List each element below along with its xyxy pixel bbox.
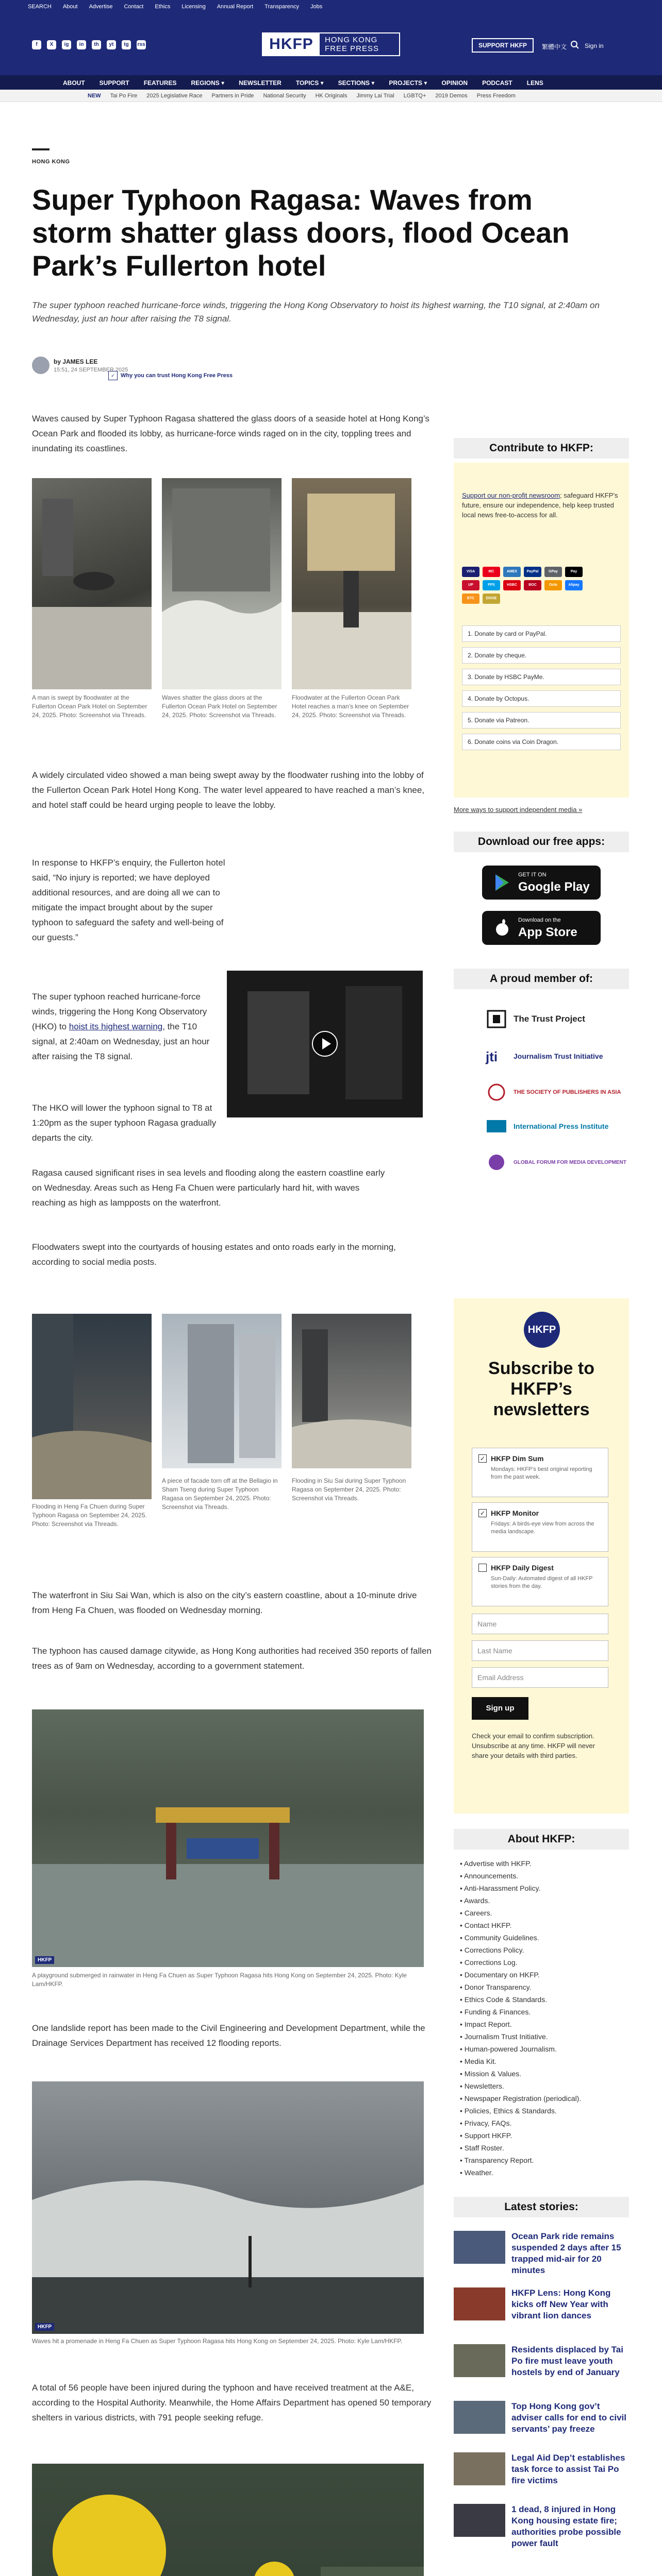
about-link[interactable]: • Staff Roster. xyxy=(460,2142,581,2154)
story-thumbnail xyxy=(454,2231,505,2264)
first-name-field[interactable]: Name xyxy=(472,1614,608,1634)
badge-small-text: GET IT ON xyxy=(518,872,547,878)
badge-big-text: App Store xyxy=(518,925,577,939)
sign-in-link[interactable]: Sign in xyxy=(585,42,604,49)
jti-icon xyxy=(485,1046,508,1066)
util-link-contact[interactable]: Contact xyxy=(124,4,144,10)
trust-note[interactable] xyxy=(108,371,233,380)
paragraph-text: The super typhoon reached hurricane-force winds, triggering the Hong Kong Observatory (HKO) to xyxy=(32,992,207,1031)
telegram-icon[interactable]: tg xyxy=(122,40,131,49)
apps-heading: Download our free apps: xyxy=(454,832,629,852)
fps-icon: FPS xyxy=(483,580,500,590)
trending-link[interactable]: 2019 Demos xyxy=(435,93,468,99)
newsletter-title: Subscribe to HKFP’s newsletters xyxy=(488,1359,594,1419)
member-name: GLOBAL FORUM FOR MEDIA DEVELOPMENT xyxy=(514,1159,626,1165)
nav-topics[interactable]: TOPICS ▾ xyxy=(295,79,324,87)
about-link[interactable]: • Careers. xyxy=(460,1907,581,1919)
about-link[interactable]: • Anti-Harassment Policy. xyxy=(460,1882,581,1894)
paypal-icon: PayPal xyxy=(524,567,541,577)
kicker-rule xyxy=(32,148,49,150)
member-logo[interactable] xyxy=(485,1009,585,1029)
article-paragraph xyxy=(32,989,218,1064)
about-link[interactable]: • Impact Report. xyxy=(460,2018,581,2030)
about-link[interactable]: • Mission & Values. xyxy=(460,2067,581,2080)
about-link[interactable]: • Weather. xyxy=(460,2166,581,2179)
author-avatar xyxy=(32,357,49,374)
member-logo[interactable] xyxy=(485,1116,608,1137)
article-paragraph: Ragasa caused significant rises in sea levels and flooding along the eastern coastline early on Wednesday. Areas such as Heng Fa Chuen were particularly hard hit, with waves reaching as high as lampposts on the waterfront. xyxy=(32,1168,385,1208)
dogecoin-icon: DOGE xyxy=(483,594,500,604)
site-header xyxy=(0,13,662,75)
video-embed[interactable] xyxy=(227,971,423,1117)
photo-watermark: HKFP xyxy=(35,1956,54,1964)
main-nav xyxy=(0,75,662,90)
about-link[interactable]: • Ethics Code & Standards. xyxy=(460,1993,581,2006)
logo-line1: HONG KONG xyxy=(325,36,378,44)
newsletter-option[interactable] xyxy=(472,1448,608,1497)
story-title: HKFP Lens: Hong Kong kicks off New Year with vibrant lion dances xyxy=(511,2288,611,2320)
nav-support[interactable]: SUPPORT xyxy=(99,79,129,87)
article-kicker[interactable]: HONG KONG xyxy=(32,159,70,165)
photo-caption: Flooding in Heng Fa Chuen during Super Typhoon Ragasa on September 24, 2025. Photo: Screenshot via Threads. xyxy=(32,1503,147,1528)
gfmd-icon xyxy=(485,1152,508,1173)
publish-date: 15:51, 24 SEPTEMBER 2025 xyxy=(54,366,128,373)
member-logo[interactable] xyxy=(485,1046,603,1066)
newsletter-desc: Mondays: HKFP’s best original reporting from the past week. xyxy=(491,1466,592,1480)
story-thumbnail xyxy=(454,2452,505,2485)
newsletter-checkbox[interactable] xyxy=(478,1564,487,1572)
photo-content xyxy=(292,478,411,689)
about-link[interactable]: • Support HKFP. xyxy=(460,2129,581,2142)
badge-small-text: Download on the xyxy=(518,917,561,923)
article-deck: The super typhoon reached hurricane-force winds, triggering the Hong Kong Observatory to hoist its highest warning, the T10 signal, at 2:40am on Wednesday, just an hour after raising the T8 signal. xyxy=(32,300,600,324)
latest-story[interactable] xyxy=(454,2231,629,2282)
story-thumbnail xyxy=(454,2504,505,2537)
photo-content xyxy=(292,1314,411,1468)
about-link[interactable]: • Announcements. xyxy=(460,1870,581,1882)
threads-icon[interactable]: th xyxy=(92,40,101,49)
newsletter-name: HKFP Dim Sum xyxy=(491,1454,544,1463)
trending-link[interactable]: National Security xyxy=(263,93,306,99)
svg-text:jti: jti xyxy=(486,1049,498,1064)
support-hkfp-button[interactable]: SUPPORT HKFP xyxy=(472,38,534,53)
amex-icon: AMEX xyxy=(503,567,521,577)
utility-bar xyxy=(0,0,662,13)
newsletter-name: HKFP Monitor xyxy=(491,1509,539,1517)
nav-podcast[interactable]: PODCAST xyxy=(482,79,512,87)
about-link[interactable]: • Community Guidelines. xyxy=(460,1931,581,1944)
article-paragraph: Waves caused by Super Typhoon Ragasa shattered the glass doors of a seaside hotel at Hong Kong’s Ocean Park and flooded its lobby, as hurricane-force winds raged on in the city, toppling trees and inundating its coastlines. xyxy=(32,414,429,453)
sign-up-button[interactable]: Sign up xyxy=(472,1697,528,1720)
article-paragraph: The HKO will lower the typhoon signal to T8 at 1:20pm as the super typhoon Ragasa gradually departs the city. xyxy=(32,1103,217,1143)
hoist-warning-link[interactable]: hoist its highest warning xyxy=(69,1022,163,1031)
trending-link[interactable]: LGBTQ+ xyxy=(403,93,426,99)
newsletter-desc: Fridays: A birds-eye view from across the media landscape. xyxy=(491,1521,594,1535)
hsbc-icon: HSBC xyxy=(503,580,521,590)
nav-features[interactable]: FEATURES xyxy=(143,79,177,87)
google-pay-icon: GPay xyxy=(544,567,562,577)
photo-content xyxy=(32,2464,424,2576)
trending-new-label: NEW xyxy=(88,93,101,99)
about-link[interactable]: • Human-powered Journalism. xyxy=(460,2043,581,2055)
apple-icon xyxy=(492,918,512,938)
donate-option[interactable]: 5. Donate via Patreon. xyxy=(462,712,621,728)
util-link-annual-report[interactable]: Annual Report xyxy=(217,4,254,10)
util-link-advertise[interactable]: Advertise xyxy=(89,4,113,10)
article-photo[interactable] xyxy=(292,1314,411,1468)
about-link[interactable]: • Transparency Report. xyxy=(460,2154,581,2166)
donate-option[interactable]: 2. Donate by cheque. xyxy=(462,647,621,664)
trust-note-text: Why you can trust Hong Kong Free Press xyxy=(121,372,233,379)
google-play-icon xyxy=(492,873,512,892)
payment-methods xyxy=(462,567,586,604)
google-play-badge[interactable] xyxy=(482,866,601,900)
photo-caption: A piece of facade torn off at the Bellagio in Sham Tseng during Super Typhoon Ragasa on September 24, 2025. Photo: Screenshot via Threads. xyxy=(162,1477,278,1511)
article-photo[interactable] xyxy=(292,478,411,689)
about-link[interactable]: • Privacy, FAQs. xyxy=(460,2117,581,2129)
newsletter-option[interactable] xyxy=(472,1502,608,1552)
newsletter-note: Check your email to confirm subscription. Unsubscribe at any time. HKFP will never share your details with third parties. xyxy=(472,1732,595,1759)
newsletter-logo: HKFP xyxy=(524,1312,560,1348)
latest-story[interactable] xyxy=(454,2287,629,2339)
nav-sections[interactable]: SECTIONS ▾ xyxy=(338,79,375,87)
story-thumbnail xyxy=(454,2401,505,2434)
util-link-ethics[interactable]: Ethics xyxy=(155,4,171,10)
photo-caption: Waves hit a promenade in Heng Fa Chuen as Super Typhoon Ragasa hits Hong Kong on September 24, 2025. Photo: Kyle Lam/HKFP. xyxy=(32,2337,403,2345)
donate-option[interactable]: 3. Donate by HSBC PayMe. xyxy=(462,669,621,685)
x-icon[interactable]: X xyxy=(47,40,56,49)
photo-content xyxy=(32,1314,152,1499)
article-photo[interactable] xyxy=(32,478,152,689)
article-paragraph: The waterfront in Siu Sai Wan, which is also on the city’s eastern coastline, about a 10-minute drive from Heng Fa Chuen, was flooded on Wednesday morning. xyxy=(32,1590,417,1615)
trending-link[interactable]: Tai Po Fire xyxy=(110,93,138,99)
more-ways-link[interactable]: More ways to support independent media » xyxy=(454,806,583,814)
facebook-icon[interactable]: f xyxy=(32,40,41,49)
story-title: Top Hong Kong gov’t adviser calls for end to civil servants’ pay freeze xyxy=(511,2401,626,2434)
article-paragraph: A widely circulated video showed a man being swept away by the floodwater rushing into the lobby of the Fullerton Ocean Park Hotel Hong Kong. The water level appeared to have reached a man’s knee, and hotel staff could be heard urging people to leave the lobby. xyxy=(32,770,425,810)
newsletter-checkbox[interactable]: ✓ xyxy=(478,1509,487,1517)
trust-icon: ✓ xyxy=(108,371,118,380)
nav-regions[interactable]: REGIONS ▾ xyxy=(191,79,225,87)
trending-link[interactable]: HK Originals xyxy=(315,93,347,99)
alipay-icon: Alipay xyxy=(565,580,583,590)
trending-link[interactable]: Partners in Pride xyxy=(211,93,254,99)
visa-icon: VISA xyxy=(462,567,479,577)
story-thumbnail xyxy=(454,2287,505,2320)
boc-icon: BOC xyxy=(524,580,541,590)
article-paragraph: Floodwaters swept into the courtyards of housing estates and onto roads early in the morning, according to social media posts. xyxy=(32,1242,396,1267)
sopa-icon xyxy=(485,1082,508,1103)
about-link[interactable]: • Contact HKFP. xyxy=(460,1919,581,1931)
newsletter-name: HKFP Daily Digest xyxy=(491,1564,554,1572)
member-heading: A proud member of: xyxy=(454,969,629,989)
support-newsroom-link[interactable]: Support our non-profit newsroom xyxy=(462,492,560,499)
about-link[interactable]: • Corrections Policy. xyxy=(460,1944,581,1956)
nav-opinion[interactable]: OPINION xyxy=(441,79,468,87)
newsletter-option[interactable] xyxy=(472,1557,608,1606)
social-links xyxy=(32,40,146,49)
article-paragraph: A total of 56 people have been injured during the typhoon and have received treatment at the A&E, according to the Hospital Authority. Meanwhile, the Home Affairs Department has opened 50 temporary shelters in various districts, with 791 people seeking refuge. xyxy=(32,2383,432,2422)
photo-caption: Floodwater at the Fullerton Ocean Park Hotel reaches a man’s knee on September 24, 2025. Photo: Screenshot via Threads. xyxy=(292,694,409,719)
trending-link[interactable]: Press Freedom xyxy=(476,93,516,99)
member-name: The Trust Project xyxy=(514,1014,585,1024)
about-link[interactable]: • Newspaper Registration (periodical). xyxy=(460,2092,581,2105)
mastercard-icon: MC xyxy=(483,567,500,577)
latest-story[interactable] xyxy=(454,2401,629,2452)
article-photo[interactable] xyxy=(162,1314,282,1468)
photo-content xyxy=(32,478,152,689)
photo-caption: A man is swept by floodwater at the Fullerton Ocean Park Hotel on September 24, 2025. Photo: Screenshot via Threads. xyxy=(32,694,147,719)
logo-text xyxy=(320,36,379,53)
last-name-field[interactable]: Last Name xyxy=(472,1640,608,1661)
util-link-licensing[interactable]: Licensing xyxy=(181,4,206,10)
paragraph-text: , the T10 signal, at 2:40am on Wednesday, just an hour after raising the T8 signal. xyxy=(32,1022,210,1061)
article-photo[interactable] xyxy=(162,478,282,689)
photo-content xyxy=(32,2081,424,2334)
newsletter-checkbox[interactable]: ✓ xyxy=(478,1454,487,1463)
photo-watermark: HKFP xyxy=(35,2323,54,2331)
article-photo[interactable] xyxy=(32,1709,424,1967)
latest-heading: Latest stories: xyxy=(454,2197,629,2217)
story-thumbnail xyxy=(454,2344,505,2377)
member-name: International Press Institute xyxy=(514,1122,609,1130)
instagram-icon[interactable]: ig xyxy=(62,40,71,49)
photo-content xyxy=(32,1709,424,1967)
about-link[interactable]: • Policies, Ethics & Standards. xyxy=(460,2105,581,2117)
story-title: Ocean Park ride remains suspended 2 days after 15 trapped mid-air for 20 minutes xyxy=(511,2231,621,2275)
trending-link[interactable]: 2025 Legislative Race xyxy=(146,93,203,99)
member-logo[interactable] xyxy=(485,1152,626,1173)
article-paragraph: In response to HKFP’s enquiry, the Fullerton hotel said, “No injury is reported; we have deployed additional resources, and are doing all we can to mitigate the impact brought about by the super typhoon to safeguard the safety and well-being of our guests.” xyxy=(32,858,225,942)
photo-caption: Flooding in Siu Sai during Super Typhoon Ragasa on September 24, 2025. Photo: Screenshot via Threads. xyxy=(292,1477,406,1502)
article-title: Super Typhoon Ragasa: Waves from storm shatter glass doors, flood Ocean Park’s Fullerton hotel xyxy=(32,183,570,282)
newsletter-desc: Sun-Daily: Automated digest of all HKFP stories from the day. xyxy=(491,1575,593,1589)
trending-link[interactable]: Jimmy Lai Trial xyxy=(356,93,394,99)
donate-option[interactable]: 4. Donate by Octopus. xyxy=(462,690,621,707)
nav-about[interactable]: ABOUT xyxy=(63,79,85,87)
logo-line2: FREE PRESS xyxy=(325,44,379,53)
member-name: THE SOCIETY OF PUBLISHERS IN ASIA xyxy=(514,1089,621,1095)
article-photo[interactable] xyxy=(32,2464,424,2576)
latest-story[interactable] xyxy=(454,2504,629,2555)
apple-pay-icon: Pay xyxy=(565,567,583,577)
ipi-icon xyxy=(485,1116,508,1137)
youtube-icon[interactable]: yt xyxy=(107,40,116,49)
about-link[interactable]: • Advertise with HKFP. xyxy=(460,1857,581,1870)
latest-story[interactable] xyxy=(454,2452,629,2504)
photo-caption: Waves shatter the glass doors at the Fullerton Ocean Park Hotel on September 24, 2025. Photo: Screenshot via Threads. xyxy=(162,694,277,719)
article-paragraph: One landslide report has been made to the Civil Engineering and Development Department, while the Drainage Services Department has received 12 flooding reports. xyxy=(32,2023,425,2048)
donate-pitch-text: ; safeguard HKFP’s future, ensure our independence, help keep trusted local news free-to-access for all. xyxy=(462,492,618,519)
donate-pitch xyxy=(462,490,621,520)
about-link[interactable]: • Documentary on HKFP. xyxy=(460,1969,581,1981)
about-link[interactable]: • Awards. xyxy=(460,1894,581,1907)
member-name: Journalism Trust Initiative xyxy=(514,1052,603,1060)
article-photo[interactable] xyxy=(32,2081,424,2334)
about-link[interactable]: • Funding & Finances. xyxy=(460,2006,581,2018)
linkedin-icon[interactable]: in xyxy=(77,40,86,49)
util-link-about[interactable]: About xyxy=(62,4,78,10)
photo-content xyxy=(162,478,282,689)
util-link-jobs[interactable]: Jobs xyxy=(310,4,323,10)
nav-lens[interactable]: LENS xyxy=(526,79,543,87)
photo-caption: A playground submerged in rainwater in Heng Fa Chuen as Super Typhoon Ragasa hits Hong Kong on September 24, 2025. Photo: Kyle Lam/HKFP. xyxy=(32,1972,407,1988)
language-switch[interactable]: 繁體中文 xyxy=(542,43,567,50)
donate-heading: Contribute to HKFP: xyxy=(454,438,629,459)
donate-option[interactable]: 1. Donate by card or PayPal. xyxy=(462,625,621,642)
latest-story[interactable] xyxy=(454,2344,629,2396)
author-name[interactable]: by JAMES LEE xyxy=(54,358,98,365)
about-link[interactable]: • Media Kit. xyxy=(460,2055,581,2067)
about-link[interactable]: • Donor Transparency. xyxy=(460,1981,581,1993)
logo-mark: HKFP xyxy=(263,33,320,55)
about-heading: About HKFP: xyxy=(454,1829,629,1850)
util-link-transparency[interactable]: Transparency xyxy=(264,4,299,10)
site-logo[interactable] xyxy=(262,32,400,56)
app-store-badge[interactable] xyxy=(482,911,601,945)
play-icon[interactable] xyxy=(311,1030,338,1057)
bitcoin-icon: BTC xyxy=(462,594,479,604)
photo-content xyxy=(162,1314,282,1468)
octopus-icon: Octo xyxy=(544,580,562,590)
badge-big-text: Google Play xyxy=(518,880,590,894)
member-logo[interactable] xyxy=(485,1082,621,1103)
util-search-link[interactable]: SEARCH xyxy=(28,4,52,10)
trending-bar xyxy=(0,90,662,102)
nav-projects[interactable]: PROJECTS ▾ xyxy=(389,79,427,87)
unionpay-icon: UP xyxy=(462,580,479,590)
nav-newsletter[interactable]: NEWSLETTER xyxy=(239,79,282,87)
search-icon[interactable] xyxy=(570,40,580,49)
about-link[interactable]: • Journalism Trust Initiative. xyxy=(460,2030,581,2043)
story-title: Residents displaced by Tai Po fire must leave youth hostels by end of January xyxy=(511,2345,623,2377)
article-photo[interactable] xyxy=(32,1314,152,1499)
about-link[interactable]: • Corrections Log. xyxy=(460,1956,581,1969)
rss-icon[interactable]: rss xyxy=(137,40,146,49)
donate-option[interactable]: 6. Donate coins via Coin Dragon. xyxy=(462,734,621,750)
about-list xyxy=(460,1857,581,2179)
about-link[interactable]: • Newsletters. xyxy=(460,2080,581,2092)
trust-project-icon xyxy=(485,1009,508,1029)
article-paragraph: The typhoon has caused damage citywide, as Hong Kong authorities had received 350 reports of fallen trees as of 9am on Wednesday, according to a government statement. xyxy=(32,1646,432,1671)
email-field[interactable]: Email Address xyxy=(472,1667,608,1688)
story-title: 1 dead, 8 injured in Hong Kong housing estate fire; authorities probe possible power fault xyxy=(511,2504,621,2548)
story-title: Legal Aid Dep’t establishes task force to assist Tai Po fire victims xyxy=(511,2453,625,2485)
